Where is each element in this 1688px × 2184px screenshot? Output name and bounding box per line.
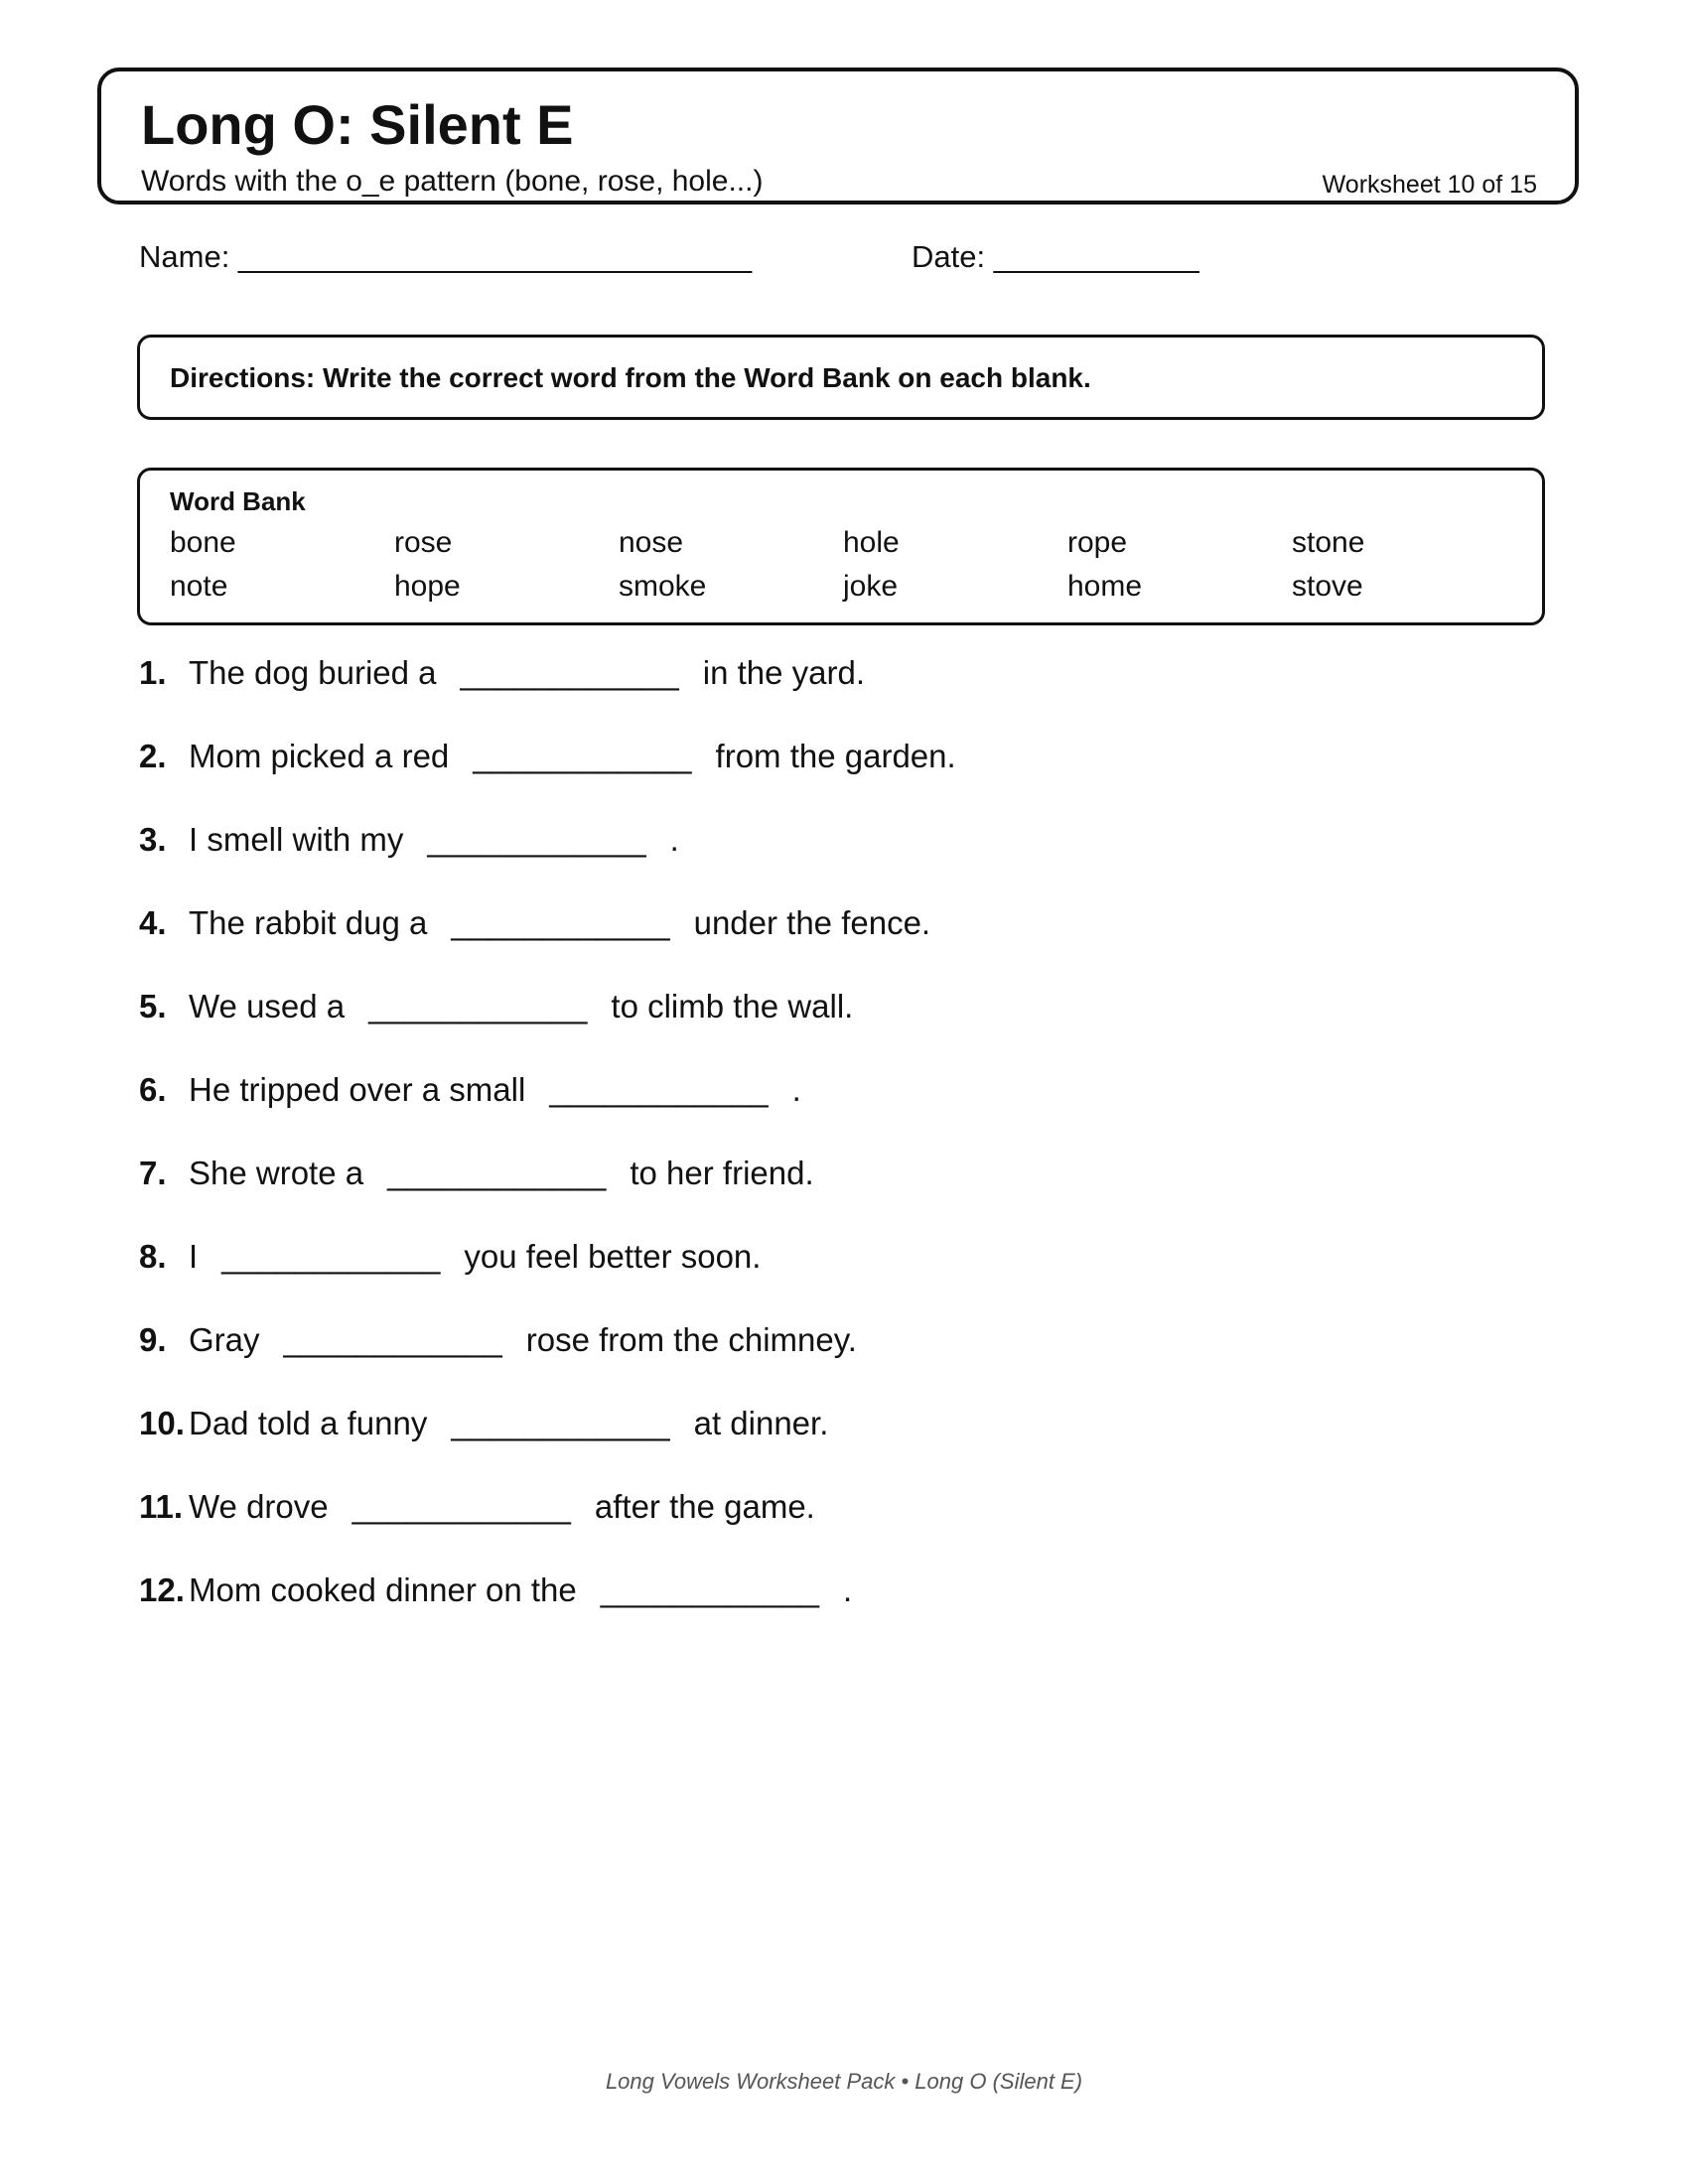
question-text-after: . (842, 1571, 853, 1608)
question-item (139, 1573, 852, 1606)
question-number: 11. (139, 1488, 184, 1525)
question-item (139, 1157, 814, 1189)
word-bank-word: stove (1292, 570, 1363, 603)
answer-blank[interactable]: ____________ (451, 904, 670, 941)
page-footer: Long Vowels Worksheet Pack • Long O (Silent E) (605, 2069, 1083, 2094)
question-text-after: . (791, 1071, 801, 1108)
word-bank-word: home (1067, 570, 1143, 603)
name-field: Name: ______________________________ (139, 239, 753, 274)
question-item (139, 990, 853, 1023)
question-text-before: She wrote a (189, 1155, 364, 1191)
word-bank-word: rope (1067, 526, 1128, 559)
question-text-before: Gray (189, 1321, 260, 1358)
question-text-before: Mom picked a red (189, 738, 450, 774)
word-bank-word: rose (394, 526, 453, 559)
question-number: 4. (139, 904, 167, 941)
question-number: 6. (139, 1071, 167, 1108)
answer-blank[interactable]: ____________ (427, 821, 646, 858)
header-box (97, 68, 1579, 205)
question-item (139, 1490, 815, 1523)
word-bank-word: nose (619, 526, 684, 559)
word-bank-word: note (170, 570, 228, 603)
question-text-before: Mom cooked dinner on the (189, 1571, 577, 1608)
answer-blank[interactable]: ____________ (451, 1405, 670, 1441)
answer-blank[interactable]: ____________ (473, 738, 692, 774)
question-item (139, 906, 930, 939)
question-text-after: to climb the wall. (611, 988, 854, 1024)
answer-blank[interactable]: ____________ (368, 988, 588, 1024)
question-number: 12. (139, 1571, 185, 1608)
question-text-before: He tripped over a small (189, 1071, 526, 1108)
question-text-before: I smell with my (189, 821, 404, 858)
question-text-after: at dinner. (693, 1405, 829, 1441)
word-bank-word: stone (1292, 526, 1365, 559)
question-text-after: after the game. (594, 1488, 815, 1525)
question-item (139, 823, 679, 856)
question-item (139, 1240, 761, 1273)
word-bank-word: hope (394, 570, 461, 603)
question-item (139, 656, 865, 689)
question-text-before: I (189, 1238, 199, 1275)
answer-blank[interactable]: ____________ (352, 1488, 571, 1525)
page-title: Long O: Silent E (141, 93, 574, 156)
question-item (139, 1323, 857, 1356)
question-text-after: . (669, 821, 679, 858)
answer-blank[interactable]: ____________ (460, 654, 679, 691)
question-number: 8. (139, 1238, 167, 1275)
answer-blank[interactable]: ____________ (600, 1571, 819, 1608)
directions-box (137, 335, 1545, 420)
page-subtitle: Words with the o_e pattern (bone, rose, hole...) (141, 165, 764, 198)
question-number: 7. (139, 1155, 167, 1191)
date-field: Date: ____________ (912, 239, 1199, 274)
question-item (139, 740, 956, 772)
question-number: 2. (139, 738, 167, 774)
answer-blank[interactable]: ____________ (221, 1238, 441, 1275)
question-number: 5. (139, 988, 167, 1024)
word-bank-word: hole (843, 526, 900, 559)
word-bank-title: Word Bank (170, 486, 306, 516)
word-bank-word: smoke (619, 570, 707, 603)
question-text-after: in the yard. (702, 654, 866, 691)
word-bank-word: bone (170, 526, 236, 559)
answer-blank[interactable]: ____________ (283, 1321, 502, 1358)
question-number: 1. (139, 654, 167, 691)
question-text-after: from the garden. (715, 738, 956, 774)
answer-blank[interactable]: ____________ (387, 1155, 607, 1191)
question-text-before: The dog buried a (189, 654, 437, 691)
question-number: 9. (139, 1321, 167, 1358)
question-item (139, 1407, 828, 1439)
question-text-after: you feel better soon. (464, 1238, 762, 1275)
question-text-after: under the fence. (693, 904, 931, 941)
question-text-before: Dad told a funny (189, 1405, 428, 1441)
worksheet-number: Worksheet 10 of 15 (1322, 171, 1537, 199)
question-number: 3. (139, 821, 167, 858)
question-text-after: rose from the chimney. (525, 1321, 857, 1358)
question-text-before: We drove (189, 1488, 329, 1525)
question-text-before: The rabbit dug a (189, 904, 428, 941)
word-bank-word: joke (843, 570, 899, 603)
question-number: 10. (139, 1405, 185, 1441)
question-text-before: We used a (189, 988, 346, 1024)
directions-text: Directions: Write the correct word from the Word Bank on each blank. (170, 362, 1091, 393)
question-item (139, 1073, 801, 1106)
word-bank (137, 468, 1545, 625)
question-text-after: to her friend. (630, 1155, 814, 1191)
answer-blank[interactable]: ____________ (549, 1071, 769, 1108)
